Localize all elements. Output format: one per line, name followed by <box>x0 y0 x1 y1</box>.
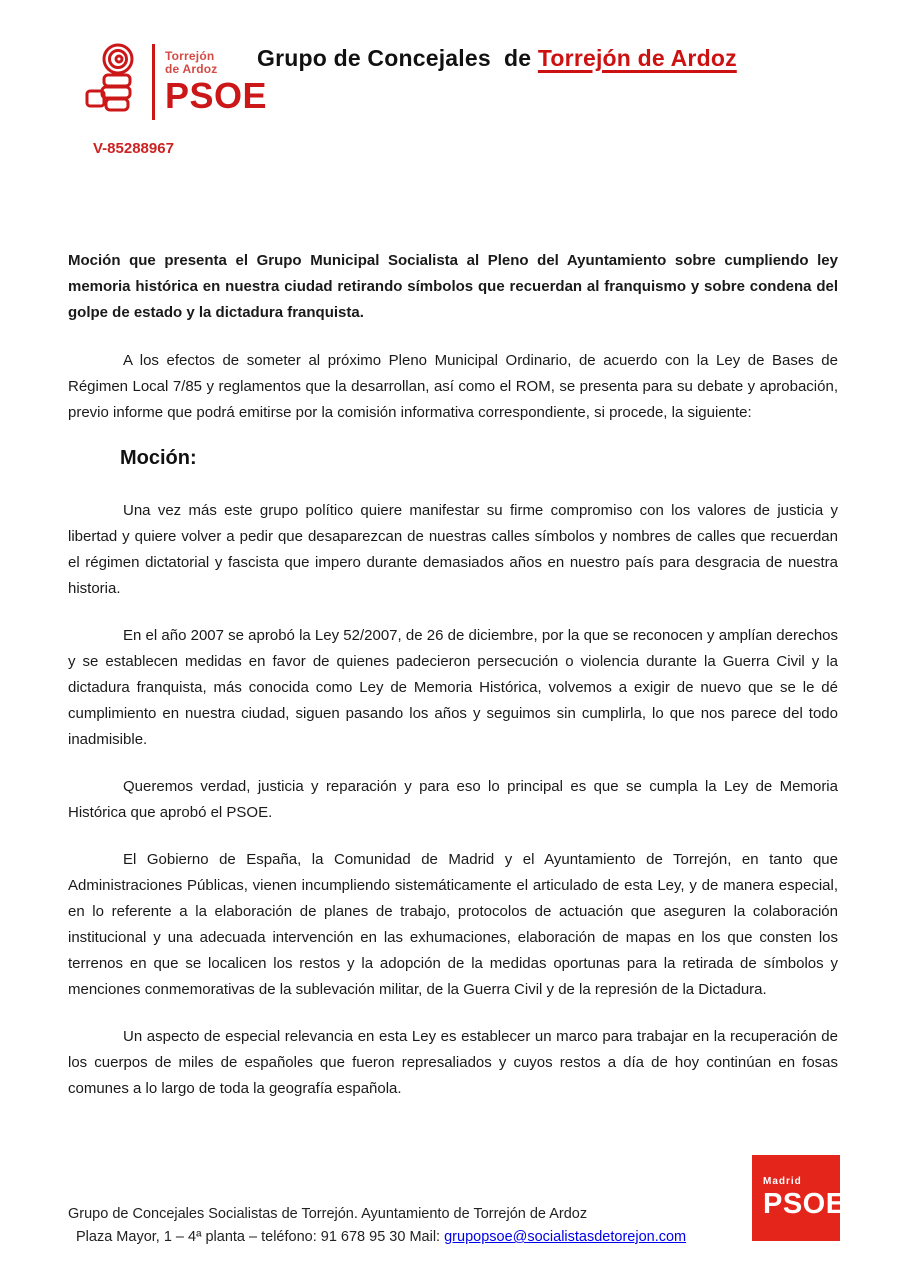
logo-text <box>165 48 268 117</box>
document-body <box>68 248 838 1123</box>
psoe-madrid-logo <box>752 1155 846 1241</box>
title-red-part: Torrejón de Ardoz <box>537 45 737 71</box>
paragraph-3: En el año 2007 se aprobó la Ley 52/2007, de 26 de diciembre, por la que se reconocen y amplían derechos y se establecen medidas en favor de quienes padecieron persecución o violencia durante la Guerra Civil y la dictadura franquista, más conocida como Ley de Memoria Histórica, volvemos a exigir de nuevo que se le dé cumplimiento en nuestra ciudad, siguen pasando los años y seguimos sin cumplirla, lo que nos parece del todo inadmisible. <box>68 627 838 748</box>
logo-party-name: PSOE <box>165 75 268 117</box>
logo-region-line1: Torrejón <box>165 48 215 63</box>
madrid-logo-region: Madrid <box>763 1175 802 1187</box>
madrid-logo-party: PSOE <box>763 1187 846 1220</box>
footer-address: Plaza Mayor, 1 – 4ª planta – teléfono: 91 678 95 30 Mail: <box>76 1229 445 1245</box>
title-black-part: Grupo de Concejales de <box>257 45 538 71</box>
paragraph-1: A los efectos de someter al próximo Pleno Municipal Ordinario, de acuerdo con la Ley de Bases de Régimen Local 7/85 y reglamentos que la desarrollan, así como el ROM, se presenta para su debate y aprobación, previo informe que podrá emitirse por la comisión informativa correspondiente, si procede, la siguiente: <box>68 352 838 421</box>
logo-region-line2: de Ardoz <box>165 61 218 76</box>
document-title <box>257 45 737 72</box>
footer <box>68 1203 686 1249</box>
logo-divider <box>152 44 155 120</box>
psoe-torrejon-logo <box>80 42 267 122</box>
paragraph-6: Un aspecto de especial relevancia en esta Ley es establecer un marco para trabajar en la recuperación de los cuerpos de miles de españoles que fueron represaliados y cuyos restos a día de hoy continúan en fosas comunes a lo largo de toda la geografía española. <box>68 1028 838 1097</box>
paragraph-5: El Gobierno de España, la Comunidad de Madrid y el Ayuntamiento de Torrejón, en tanto que Administraciones Públicas, vienen incumpliendo sistemáticamente el articulado de esta Ley, y de manera especial, en lo referente a la elaboración de planes de trabajo, protocolos de actuación que aseguren la colaboración institucional y una adecuada intervención en las exhumaciones, elaboración de mapas en los que consten los terrenos en que se localicen los restos y la adopción de la medidas oportunas para la retirada de símbolos y menciones conmemorativas de la sublevación militar, de la Guerra Civil y de la represión de la Dictadura. <box>68 851 838 998</box>
paragraph-2: Una vez más este grupo político quiere manifestar su firme compromiso con los valores de justicia y libertad y quiere volver a pedir que desaparezcan de nuestras calles símbolos y nombres de calles que recuerdan el régimen dictatorial y fascista que impero durante demasiados años en nuestro país para desgracia de nuestra historia. <box>68 502 838 597</box>
section-heading-mocion: Moción: <box>120 447 197 469</box>
registration-number: V-85288967 <box>93 140 174 157</box>
paragraph-intro-bold: Moción que presenta el Grupo Municipal Socialista al Pleno del Ayuntamiento sobre cumpliendo ley memoria histórica en nuestra ciudad retirando símbolos que recuerdan al franquismo y sobre condena del golpe de estado y la dictadura franquista. <box>68 252 838 321</box>
footer-line-2 <box>68 1226 686 1249</box>
paragraph-4: Queremos verdad, justicia y reparación y para eso lo principal es que se cumpla la Ley de Memoria Histórica que aprobó el PSOE. <box>68 778 838 821</box>
footer-line-1: Grupo de Concejales Socialistas de Torrejón. Ayuntamiento de Torrejón de Ardoz <box>68 1206 588 1222</box>
footer-email-link[interactable]: grupopsoe@socialistasdetorejon.com <box>444 1229 687 1245</box>
psoe-rose-fist-icon <box>80 42 142 122</box>
